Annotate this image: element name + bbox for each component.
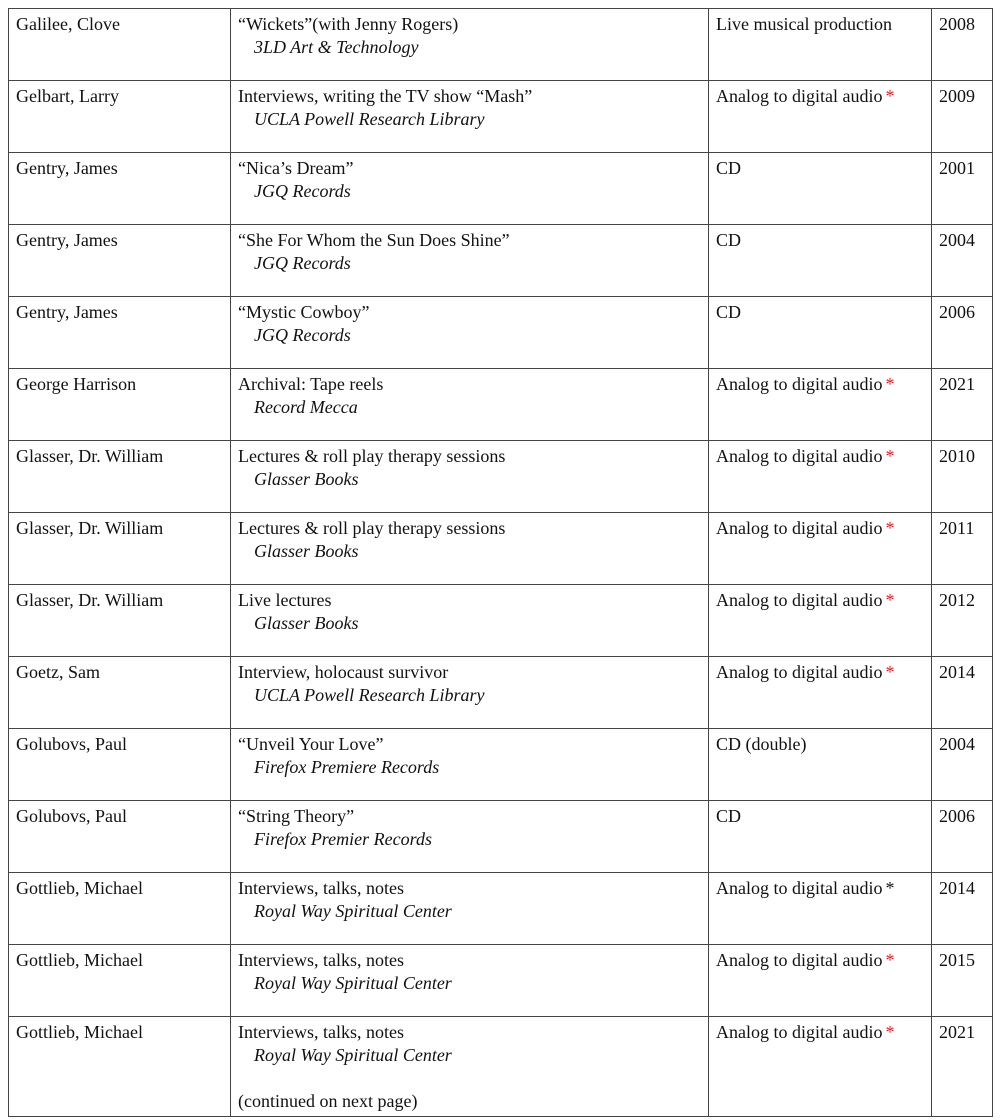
- format-label: Analog to digital audio: [716, 590, 883, 610]
- format-label: CD (double): [716, 734, 807, 754]
- work-cell: [231, 153, 709, 225]
- work-cell: [231, 297, 709, 369]
- artist-name-cell: [9, 369, 231, 441]
- asterisk-mark: *: [885, 446, 895, 466]
- work-organization: Glasser Books: [254, 613, 359, 633]
- work-organization: Royal Way Spiritual Center: [254, 973, 452, 993]
- year-cell: [932, 9, 993, 81]
- asterisk-mark: *: [885, 86, 895, 106]
- work-cell: [231, 9, 709, 81]
- artist-name-cell: [9, 225, 231, 297]
- table-row: [9, 369, 993, 441]
- work-title: Interviews, writing the TV show “Mash”: [238, 86, 533, 106]
- artist-name-cell: [9, 585, 231, 657]
- format-cell: [709, 945, 932, 1017]
- asterisk-mark: *: [885, 878, 895, 898]
- artist-name-cell: [9, 9, 231, 81]
- format-cell: [709, 225, 932, 297]
- format-label: Analog to digital audio: [716, 446, 883, 466]
- format-cell: [709, 297, 932, 369]
- format-cell: [709, 873, 932, 945]
- format-cell: [709, 729, 932, 801]
- work-title: Lectures & roll play therapy sessions: [238, 446, 506, 466]
- work-cell: [231, 1017, 709, 1117]
- asterisk-mark: *: [885, 1022, 895, 1042]
- work-organization: Firefox Premiere Records: [254, 757, 440, 777]
- format-label: CD: [716, 158, 742, 178]
- work-cell: [231, 657, 709, 729]
- table-row: [9, 657, 993, 729]
- format-cell: [709, 9, 932, 81]
- asterisk-mark: *: [885, 590, 895, 610]
- year-label: 2011: [939, 518, 975, 538]
- format-cell: [709, 441, 932, 513]
- credits-page: [8, 8, 992, 1117]
- year-label: 2021: [939, 374, 975, 394]
- format-label: Analog to digital audio: [716, 86, 883, 106]
- work-cell: [231, 441, 709, 513]
- artist-name-cell: [9, 801, 231, 873]
- format-cell: [709, 369, 932, 441]
- year-cell: [932, 369, 993, 441]
- work-organization: Record Mecca: [254, 397, 358, 417]
- year-cell: [932, 1017, 993, 1117]
- format-label: Analog to digital audio: [716, 1022, 883, 1042]
- format-label: Analog to digital audio: [716, 878, 883, 898]
- work-title: “Mystic Cowboy”: [238, 302, 370, 322]
- work-organization: UCLA Powell Research Library: [254, 109, 485, 129]
- format-cell: [709, 657, 932, 729]
- asterisk-mark: *: [885, 950, 895, 970]
- work-cell: [231, 81, 709, 153]
- work-cell: [231, 225, 709, 297]
- artist-name: Gentry, James: [16, 158, 118, 178]
- format-cell: [709, 585, 932, 657]
- artist-name-cell: [9, 1017, 231, 1117]
- artist-name: Glasser, Dr. William: [16, 446, 164, 466]
- work-organization: 3LD Art & Technology: [254, 37, 419, 57]
- asterisk-mark: *: [885, 662, 895, 682]
- table-row: [9, 1017, 993, 1117]
- format-label: Analog to digital audio: [716, 374, 883, 394]
- work-organization: Glasser Books: [254, 541, 359, 561]
- artist-name: Golubovs, Paul: [16, 806, 128, 826]
- work-title: Live lectures: [238, 590, 332, 610]
- work-organization: Royal Way Spiritual Center: [254, 901, 452, 921]
- work-cell: [231, 729, 709, 801]
- artist-name: Golubovs, Paul: [16, 734, 128, 754]
- year-cell: [932, 873, 993, 945]
- artist-name: Galilee, Clove: [16, 14, 120, 34]
- work-organization: JGQ Records: [254, 181, 351, 201]
- work-cell: [231, 945, 709, 1017]
- artist-name-cell: [9, 873, 231, 945]
- year-label: 2014: [939, 662, 975, 682]
- continuation-note: (continued on next page): [238, 1091, 418, 1111]
- artist-name: Glasser, Dr. William: [16, 518, 164, 538]
- artist-name-cell: [9, 945, 231, 1017]
- artist-name: Gentry, James: [16, 230, 118, 250]
- year-label: 2004: [939, 230, 975, 250]
- artist-name: Gottlieb, Michael: [16, 878, 143, 898]
- artist-name-cell: [9, 153, 231, 225]
- work-title: “Nica’s Dream”: [238, 158, 354, 178]
- work-organization: JGQ Records: [254, 325, 351, 345]
- table-row: [9, 441, 993, 513]
- format-label: Analog to digital audio: [716, 950, 883, 970]
- artist-name: Gottlieb, Michael: [16, 1022, 143, 1042]
- work-organization: UCLA Powell Research Library: [254, 685, 485, 705]
- year-cell: [932, 225, 993, 297]
- table-row: [9, 297, 993, 369]
- table-row: [9, 945, 993, 1017]
- artist-name-cell: [9, 297, 231, 369]
- table-row: [9, 513, 993, 585]
- work-cell: [231, 585, 709, 657]
- artist-name: Gentry, James: [16, 302, 118, 322]
- work-title: “String Theory”: [238, 806, 355, 826]
- work-organization: Royal Way Spiritual Center: [254, 1045, 452, 1065]
- work-cell: [231, 801, 709, 873]
- work-title: Interviews, talks, notes: [238, 878, 404, 898]
- asterisk-mark: *: [885, 374, 895, 394]
- format-label: Analog to digital audio: [716, 662, 883, 682]
- year-label: 2009: [939, 86, 975, 106]
- artist-name-cell: [9, 729, 231, 801]
- table-row: [9, 153, 993, 225]
- year-cell: [932, 657, 993, 729]
- table-row: [9, 225, 993, 297]
- artist-name-cell: [9, 81, 231, 153]
- format-label: CD: [716, 806, 742, 826]
- table-row: [9, 873, 993, 945]
- year-label: 2008: [939, 14, 975, 34]
- year-label: 2014: [939, 878, 975, 898]
- year-cell: [932, 729, 993, 801]
- format-cell: [709, 801, 932, 873]
- year-cell: [932, 441, 993, 513]
- format-label: CD: [716, 230, 742, 250]
- work-cell: [231, 513, 709, 585]
- work-title: Interviews, talks, notes: [238, 950, 404, 970]
- artist-name-cell: [9, 441, 231, 513]
- year-cell: [932, 945, 993, 1017]
- work-title: Interviews, talks, notes: [238, 1022, 404, 1042]
- table-row: [9, 9, 993, 81]
- year-label: 2015: [939, 950, 975, 970]
- format-cell: [709, 1017, 932, 1117]
- credits-table: [8, 8, 993, 1117]
- year-label: 2012: [939, 590, 975, 610]
- format-cell: [709, 81, 932, 153]
- table-row: [9, 729, 993, 801]
- format-cell: [709, 513, 932, 585]
- year-label: 2010: [939, 446, 975, 466]
- artist-name-cell: [9, 657, 231, 729]
- credits-table-body: [9, 9, 993, 1117]
- format-cell: [709, 153, 932, 225]
- year-cell: [932, 153, 993, 225]
- year-cell: [932, 513, 993, 585]
- work-title: “Unveil Your Love”: [238, 734, 384, 754]
- asterisk-mark: *: [885, 518, 895, 538]
- work-title: “Wickets”(with Jenny Rogers): [238, 14, 459, 34]
- artist-name: Gelbart, Larry: [16, 86, 119, 106]
- year-label: 2001: [939, 158, 975, 178]
- artist-name: Glasser, Dr. William: [16, 590, 164, 610]
- year-label: 2006: [939, 806, 975, 826]
- table-row: [9, 585, 993, 657]
- format-label: Live musical production: [716, 14, 892, 34]
- year-cell: [932, 81, 993, 153]
- work-title: Lectures & roll play therapy sessions: [238, 518, 506, 538]
- work-organization: JGQ Records: [254, 253, 351, 273]
- year-cell: [932, 801, 993, 873]
- year-label: 2021: [939, 1022, 975, 1042]
- year-label: 2004: [939, 734, 975, 754]
- format-label: Analog to digital audio: [716, 518, 883, 538]
- work-title: Archival: Tape reels: [238, 374, 384, 394]
- year-cell: [932, 297, 993, 369]
- table-row: [9, 81, 993, 153]
- work-title: Interview, holocaust survivor: [238, 662, 449, 682]
- artist-name: Gottlieb, Michael: [16, 950, 143, 970]
- work-cell: [231, 873, 709, 945]
- work-organization: Glasser Books: [254, 469, 359, 489]
- year-cell: [932, 585, 993, 657]
- format-label: CD: [716, 302, 742, 322]
- table-row: [9, 801, 993, 873]
- work-title: “She For Whom the Sun Does Shine”: [238, 230, 510, 250]
- artist-name: Goetz, Sam: [16, 662, 100, 682]
- work-cell: [231, 369, 709, 441]
- artist-name: George Harrison: [16, 374, 137, 394]
- artist-name-cell: [9, 513, 231, 585]
- year-label: 2006: [939, 302, 975, 322]
- work-organization: Firefox Premier Records: [254, 829, 432, 849]
